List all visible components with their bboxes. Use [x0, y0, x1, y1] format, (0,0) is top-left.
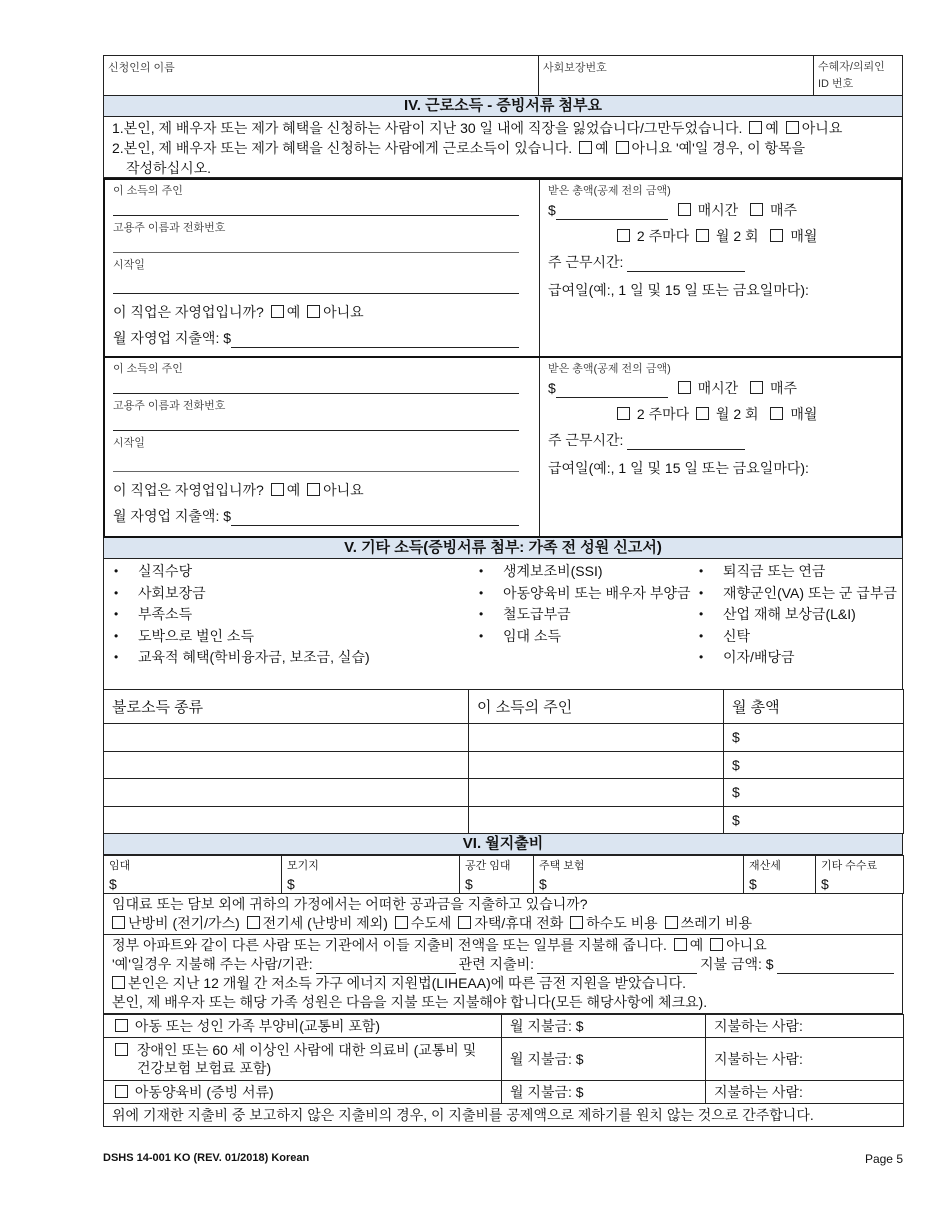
- care-checkbox[interactable]: [115, 1085, 128, 1098]
- care-checkbox[interactable]: [115, 1019, 128, 1032]
- income-type-item: • 산업 재해 보상금(L&I): [697, 604, 902, 626]
- income-amount-cell[interactable]: $: [724, 779, 904, 807]
- payer-row: [112, 955, 894, 974]
- yes-label: 예: [286, 482, 301, 498]
- disclaimer-row: [104, 1104, 904, 1127]
- income-owner-cell[interactable]: [469, 806, 724, 834]
- income-type-cell[interactable]: [104, 779, 469, 807]
- payday-label: 급여일(예:, 1 일 및 15 일 또는 금요일마다):: [548, 460, 809, 476]
- monthly-payment-cell[interactable]: 월 지불금: $: [502, 1038, 706, 1081]
- hours-label: 주 근무시간:: [548, 432, 624, 448]
- heating-label: 난방비 (전기/가스): [128, 915, 240, 931]
- income-type-item: • 부족소득: [112, 604, 477, 626]
- form-id: DSHS 14-001 KO (REV. 01/2018) Korean: [103, 1152, 310, 1164]
- gross-amount-input[interactable]: [556, 204, 668, 220]
- unearned-income-table: [103, 689, 904, 834]
- utilities-section: [103, 894, 903, 935]
- payer-cell[interactable]: 지불하는 사람:: [706, 1081, 904, 1104]
- q1-yes-checkbox[interactable]: [749, 121, 762, 134]
- applicant-header: [103, 55, 903, 96]
- yes-label: 예: [595, 140, 609, 156]
- income-type-cell[interactable]: [104, 724, 469, 752]
- income-type-item: • 임대 소득: [477, 626, 697, 648]
- income-types-col-2: [477, 561, 697, 689]
- yes-label: 예: [765, 120, 779, 136]
- water-checkbox[interactable]: [395, 916, 408, 929]
- assistance-section: [103, 935, 903, 1014]
- client-id-field[interactable]: [814, 56, 902, 95]
- dollar-sign: $: [548, 202, 556, 218]
- col-header-owner: 이 소득의 주인: [469, 690, 724, 724]
- payer-cell[interactable]: 지불하는 사람:: [706, 1038, 904, 1081]
- hours-input[interactable]: [627, 436, 745, 450]
- pay-amount-label: 지불 금액: $: [700, 956, 774, 972]
- care-label-cell: [104, 1038, 502, 1081]
- twice-monthly-label: 월 2 회: [715, 406, 759, 422]
- gross-amount-input[interactable]: [556, 382, 668, 398]
- related-input[interactable]: [537, 955, 697, 974]
- income-type-cell[interactable]: [104, 806, 469, 834]
- mortgage-field[interactable]: [282, 856, 460, 894]
- water-label: 수도세: [410, 915, 452, 931]
- self-employed-expense-label: 월 자영업 지출액: $: [113, 330, 232, 346]
- must-pay-text: 본인, 제 배우자 또는 해당 가족 성원은 다음을 지불 또는 지불해야 합니다(모든 해당사항에 체크요).: [112, 994, 708, 1010]
- q1-no-checkbox[interactable]: [786, 121, 799, 134]
- home-insurance-value: $: [539, 876, 547, 892]
- no-label: 아니요: [726, 937, 767, 953]
- hours-input[interactable]: [627, 258, 745, 272]
- sewer-label: 하수도 비용: [586, 915, 658, 931]
- no-label: 아니요: [631, 140, 673, 156]
- employer-label: 고용주 이름과 전화번호: [113, 222, 226, 234]
- self-employed-question: [113, 302, 519, 322]
- payday-label: 급여일(예:, 1 일 및 15 일 또는 금요일마다):: [548, 282, 809, 298]
- phone-checkbox[interactable]: [458, 916, 471, 929]
- gov-pays-yes-checkbox[interactable]: [674, 938, 687, 951]
- payer-input[interactable]: [316, 955, 456, 974]
- income-amount-cell[interactable]: $: [724, 806, 904, 834]
- yes-label: 예: [286, 304, 301, 320]
- self-employed-no-checkbox[interactable]: [307, 305, 320, 318]
- section-5-title: V. 기타 소득(증빙서류 첨부: 가족 전 성원 신고서): [103, 538, 903, 559]
- self-employed-text: 이 직업은 자영업입니까?: [113, 482, 264, 498]
- table-row: [104, 724, 904, 752]
- self-employed-yes-checkbox[interactable]: [271, 483, 284, 496]
- gov-pays-no-checkbox[interactable]: [710, 938, 723, 951]
- col-header-type: 불로소득 종류: [104, 690, 469, 724]
- client-id-label: 수혜자/의뢰인 ID 번호: [818, 61, 885, 90]
- income-type-item: • 실직수당: [112, 561, 477, 583]
- other-fees-field[interactable]: [816, 856, 904, 894]
- monthly-checkbox[interactable]: [770, 407, 783, 420]
- related-label: 관련 지출비:: [458, 956, 535, 972]
- gross-label: 받은 총액(공제 전의 금액): [548, 363, 671, 375]
- payer-cell[interactable]: 지불하는 사람:: [706, 1015, 904, 1038]
- employment-left: [105, 180, 540, 356]
- self-employed-expense-input[interactable]: [231, 328, 519, 348]
- rent-value: $: [109, 876, 117, 892]
- income-types-col-3: [697, 561, 902, 689]
- owner-label: 이 소득의 주인: [113, 185, 183, 197]
- income-type-item: • 도박으로 벌인 소득: [112, 626, 477, 648]
- property-tax-field[interactable]: [744, 856, 816, 894]
- self-employed-question: [113, 480, 519, 500]
- question-2: [112, 138, 894, 158]
- weekly-label: 매주: [769, 202, 797, 218]
- income-owner-cell[interactable]: [469, 751, 724, 779]
- income-type-cell[interactable]: [104, 751, 469, 779]
- page-number: Page 5: [864, 1152, 903, 1166]
- section-4-questions: [103, 117, 903, 178]
- liheaa-text: 본인은 지난 12 개월 간 저소득 가구 에너지 지원법(LIHEAA)에 따른 금전 지원을 받았습니다.: [128, 975, 687, 991]
- income-type-item: • 재향군인(VA) 또는 군 급부금: [697, 583, 902, 605]
- employment-left: [105, 358, 540, 536]
- employment-right: [540, 358, 901, 536]
- other-fees-value: $: [821, 876, 829, 892]
- self-employed-expense: [113, 506, 519, 526]
- table-row: [104, 806, 904, 834]
- question-1-text: 1.본인, 제 배우자 또는 제가 혜택을 신청하는 사람이 지난 30 일 내에 직장을 잃었습니다/그만두었습니다.: [112, 120, 743, 136]
- home-insurance-field[interactable]: [534, 856, 744, 894]
- hours-row: [548, 252, 893, 272]
- self-employed-text: 이 직업은 자영업입니까?: [113, 304, 264, 320]
- liheaa-row: [109, 974, 894, 993]
- space-rent-label: 공간 임대: [465, 860, 511, 872]
- ssn-label: 사회보장번호: [543, 62, 607, 74]
- care-row: [104, 1081, 904, 1104]
- weekly-checkbox[interactable]: [750, 203, 763, 216]
- income-type-item: • 이자/배당금: [697, 647, 902, 669]
- care-label: 아동양육비 (증빙 서류): [134, 1084, 274, 1100]
- rent-label: 임대: [109, 860, 131, 872]
- applicant-name-field[interactable]: [104, 56, 539, 95]
- ssn-field[interactable]: [539, 56, 814, 95]
- hours-row: [548, 430, 893, 450]
- biweekly-checkbox[interactable]: [617, 229, 630, 242]
- mortgage-label: 모기지: [287, 860, 319, 872]
- mortgage-value: $: [287, 876, 295, 892]
- income-type-item: • 생계보조비(SSI): [477, 561, 697, 583]
- applicant-name-label: 신청인의 이름: [108, 62, 175, 74]
- care-row: [104, 1038, 904, 1081]
- care-label-cell: [104, 1081, 502, 1104]
- monthly-checkbox[interactable]: [770, 229, 783, 242]
- employment-right: [540, 180, 901, 356]
- care-costs-table: [103, 1014, 904, 1127]
- hourly-checkbox[interactable]: [678, 203, 691, 216]
- payer-label: '예'일경우 지불해 주는 사람/기관:: [112, 956, 313, 972]
- hours-label: 주 근무시간:: [548, 254, 624, 270]
- table-row: [104, 779, 904, 807]
- monthly-expenses-table: [103, 855, 904, 894]
- phone-label: 자택/휴대 전화: [474, 915, 564, 931]
- table-row: [104, 751, 904, 779]
- employer-input[interactable]: [113, 235, 519, 253]
- page-footer: [103, 1152, 903, 1166]
- care-label: 아동 또는 성인 가족 부양비(교통비 포함): [134, 1018, 381, 1034]
- weekly-checkbox[interactable]: [750, 381, 763, 394]
- frequency-row: [548, 404, 893, 424]
- property-tax-label: 재산세: [749, 860, 781, 872]
- other-fees-label: 기타 수수료: [821, 860, 878, 872]
- self-employed-expense: [113, 328, 519, 348]
- space-rent-value: $: [465, 876, 473, 892]
- biweekly-checkbox[interactable]: [617, 407, 630, 420]
- gross-row: [548, 200, 893, 220]
- monthly-label: 매월: [790, 406, 818, 422]
- hourly-label: 매시간: [697, 202, 739, 218]
- gov-pays-text: 정부 아파트와 같이 다른 사람 또는 기관에서 이들 지출비 전액을 또는 일부를 지불해 줍니다.: [112, 937, 667, 953]
- care-label-cell: [104, 1015, 502, 1038]
- start-date-label: 시작일: [113, 259, 145, 271]
- monthly-payment-cell[interactable]: 월 지불금: $: [502, 1015, 706, 1038]
- col-header-amount: 월 총액: [724, 690, 904, 724]
- monthly-payment-cell[interactable]: 월 지불금: $: [502, 1081, 706, 1104]
- owner-input[interactable]: [113, 198, 519, 216]
- utilities-options: [109, 914, 894, 933]
- home-insurance-label: 주택 보험: [539, 860, 585, 872]
- yes-label: 예: [689, 937, 704, 953]
- weekly-label: 매주: [769, 380, 797, 396]
- care-checkbox[interactable]: [115, 1043, 128, 1056]
- gov-pays-row: [112, 936, 894, 955]
- section-4-title: IV. 근로소득 - 증빙서류 첨부요: [103, 96, 903, 117]
- no-label: 아니요: [801, 120, 843, 136]
- heating-checkbox[interactable]: [112, 916, 125, 929]
- income-amount-cell[interactable]: $: [724, 724, 904, 752]
- rent-field[interactable]: [104, 856, 282, 894]
- space-rent-field[interactable]: [460, 856, 534, 894]
- utilities-question: 임대료 또는 담보 외에 귀하의 가정에서는 어떠한 공과금을 지출하고 있습니까?: [112, 896, 588, 912]
- liheaa-checkbox[interactable]: [112, 976, 125, 989]
- income-type-item: • 퇴직금 또는 연금: [697, 561, 902, 583]
- biweekly-label: 2 주마다: [636, 228, 690, 244]
- property-tax-value: $: [749, 876, 757, 892]
- electricity-checkbox[interactable]: [247, 916, 260, 929]
- pay-amount-input[interactable]: [777, 955, 894, 974]
- twice-monthly-checkbox[interactable]: [696, 407, 709, 420]
- owner-input[interactable]: [113, 376, 519, 394]
- garbage-checkbox[interactable]: [665, 916, 678, 929]
- electricity-label: 전기세 (난방비 제외): [262, 915, 388, 931]
- q2-no-checkbox[interactable]: [616, 141, 629, 154]
- income-type-item: • 사회보장금: [112, 583, 477, 605]
- start-date-input[interactable]: [113, 450, 519, 472]
- expense-row: [104, 856, 904, 894]
- income-amount-cell[interactable]: $: [724, 751, 904, 779]
- frequency-row: [548, 226, 893, 246]
- table-header-row: [104, 690, 904, 724]
- employer-label: 고용주 이름과 전화번호: [113, 400, 226, 412]
- question-1: [112, 118, 894, 138]
- hourly-label: 매시간: [697, 380, 739, 396]
- question-2-note: '예'일 경우, 이 항목을: [675, 140, 806, 156]
- employer-input[interactable]: [113, 413, 519, 431]
- income-types-col-1: [112, 561, 477, 689]
- income-owner-cell[interactable]: [469, 779, 724, 807]
- start-date-label: 시작일: [113, 437, 145, 449]
- care-label: 장애인 또는 60 세 이상인 사람에 대한 의료비 (교통비 및 건강보험 보험료 포함): [137, 1042, 477, 1076]
- q2-yes-checkbox[interactable]: [579, 141, 592, 154]
- biweekly-label: 2 주마다: [636, 406, 690, 422]
- gross-row: [548, 378, 893, 398]
- twice-monthly-label: 월 2 회: [715, 228, 759, 244]
- employment-block-1: [103, 178, 903, 358]
- care-row: [104, 1015, 904, 1038]
- monthly-label: 매월: [790, 228, 818, 244]
- section-6-title: VI. 월지출비: [103, 834, 903, 855]
- no-label: 아니요: [323, 304, 364, 320]
- disclaimer: 위에 기재한 지출비 중 보고하지 않은 지출비의 경우, 이 지출비를 공제액으로 제하기를 원치 않는 것으로 간주합니다.: [104, 1104, 904, 1127]
- income-type-item: • 교육적 혜택(학비융자금, 보조금, 실습): [112, 647, 477, 669]
- start-date-input[interactable]: [113, 272, 519, 294]
- sewer-checkbox[interactable]: [570, 916, 583, 929]
- self-employed-expense-label: 월 자영업 지출액: $: [113, 508, 232, 524]
- employment-block-2: [103, 358, 903, 538]
- hourly-checkbox[interactable]: [678, 381, 691, 394]
- self-employed-yes-checkbox[interactable]: [271, 305, 284, 318]
- form-page: [103, 55, 903, 1127]
- gross-label: 받은 총액(공제 전의 금액): [548, 185, 671, 197]
- owner-label: 이 소득의 주인: [113, 363, 183, 375]
- question-2-cont: 작성하십시오.: [126, 160, 212, 176]
- income-type-item: • 철도급부금: [477, 604, 697, 626]
- dollar-sign: $: [548, 380, 556, 396]
- self-employed-no-checkbox[interactable]: [307, 483, 320, 496]
- no-label: 아니요: [323, 482, 364, 498]
- twice-monthly-checkbox[interactable]: [696, 229, 709, 242]
- question-2-text: 2.본인, 제 배우자 또는 제가 혜택을 신청하는 사람에게 근로소득이 있습니다.: [112, 140, 573, 156]
- income-owner-cell[interactable]: [469, 724, 724, 752]
- other-income-list: [103, 559, 903, 689]
- garbage-label: 쓰레기 비용: [680, 915, 753, 931]
- income-type-item: • 아동양육비 또는 배우자 부양금: [477, 583, 697, 605]
- self-employed-expense-input[interactable]: [231, 506, 519, 526]
- income-type-item: • 신탁: [697, 626, 902, 648]
